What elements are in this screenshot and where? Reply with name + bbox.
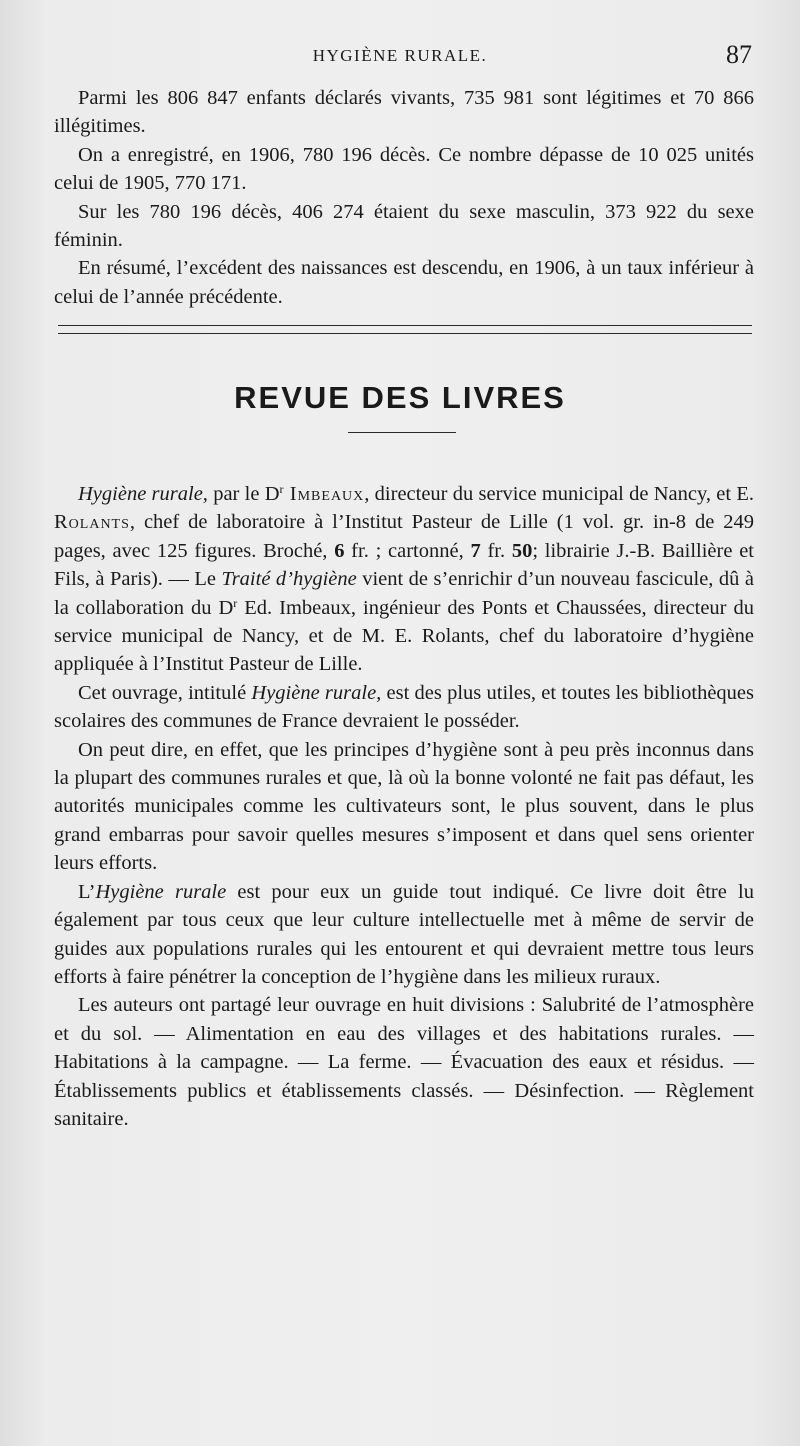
book-title: Hygiène rurale, (78, 483, 208, 505)
review-paragraph-4 (54, 878, 754, 992)
review-rest-1: vient de s’enrichir d’un nouveau fascicule, dû à la collaboration du D (54, 568, 754, 619)
p4-book-title: Hygiène rurale (95, 880, 227, 903)
price2-mid: fr. (480, 539, 512, 562)
title-underline (348, 432, 456, 433)
review-text (54, 480, 754, 1133)
review-by: par le D (207, 483, 280, 505)
price-cartonne-centimes: 50 (511, 539, 533, 562)
intro-paragraph-1: Parmi les 806 847 enfants déclarés vivants, 735 981 sont légitimes et 70 866 illégitimes. (54, 87, 754, 138)
section-divider (58, 325, 752, 334)
page-header (0, 40, 800, 74)
intro-text (54, 84, 754, 311)
review-paragraph-3: On peut dire, en effet, que les principes d’hygiène sont à peu près inconnus dans la plupart des communes rurales et que, là où la bonne volonté ne fait pas défaut, les autorités municipales comme les cultivateurs sont, le plus souvent, dans le plus grand embarras pour savoir quelles mesures s’imposent et dans quel sens orienter leurs efforts. (54, 738, 754, 875)
price-broche: 6 (334, 539, 345, 562)
p4-end: est pour eux un guide tout indiqué. Ce livre doit être lu également par tous ceux que leur culture intellectuelle met à même de servir de guides aux populations rurales qui les entourent et qui devraient mettre tous leurs efforts à faire pénétrer la conception de l’hygiène dans les milieux ruraux. (54, 880, 754, 988)
author2-role: , chef de laboratoire à l’Institut Pasteur de Lille (1 vol. gr. in-8 de 249 pages, avec 125 figures. Broché, (54, 511, 754, 562)
price1-unit: fr. ; cartonné, (344, 539, 471, 562)
intro-paragraph-4: En résumé, l’excédent des naissances est descendu, en 1906, à un taux inférieur à celui de l’année précédente. (54, 257, 754, 308)
p2-start: Cet ouvrage, intitulé (78, 681, 252, 704)
p2-book-title: Hygiène rurale, (251, 681, 382, 704)
dr-superscript: r (279, 482, 284, 496)
page-number: 87 (726, 40, 752, 69)
review-rest-2: Ed. Imbeaux, ingénieur des Ponts et Chaussées, directeur du service municipal de Nancy, et de M. E. Rolants, chef du laboratoire d’hygiène appliquée à l’Institut Pasteur de Lille. (54, 596, 754, 676)
publisher-text: ; librairie J.-B. Baillière et Fils, à Paris). — Le (54, 539, 754, 591)
price-cartonne-francs: 7 (470, 539, 481, 562)
author-imbeaux: Imbeaux (283, 483, 365, 505)
author1-role: , directeur du service municipal de Nancy, et E. (364, 483, 754, 505)
p4-start: L’ (78, 880, 96, 903)
intro-paragraph-2: On a enregistré, en 1906, 780 196 décès. Ce nombre dépasse de 10 025 unités celui de 1905, 770 171. (54, 143, 754, 195)
review-paragraph-1 (54, 480, 754, 679)
traite-title: Traité d’hygiène (221, 568, 357, 591)
author-rolants: Rolants (54, 511, 130, 534)
review-paragraph-5: Les auteurs ont partagé leur ouvrage en huit divisions : Salubrité de l’atmosphère et du sol. — Alimentation en eau des villages et des habitations rurales. — Habitations à la campagne. — La ferme. — Évacuation des eaux et résidus. — Établissements publics et établissements classés. — Désinfection. — Règlement sanitaire. (54, 994, 754, 1130)
section-title: REVUE DES LIVRES (234, 380, 566, 415)
dr-superscript-2: r (233, 595, 238, 610)
p2-end: est des plus utiles, et toutes les bibliothèques scolaires des communes de France devraient le posséder. (54, 681, 754, 733)
running-title: HYGIÈNE RURALE. (312, 46, 488, 65)
review-paragraph-2 (54, 679, 754, 736)
intro-paragraph-3: Sur les 780 196 décès, 406 274 étaient du sexe masculin, 373 922 du sexe féminin. (54, 200, 754, 252)
